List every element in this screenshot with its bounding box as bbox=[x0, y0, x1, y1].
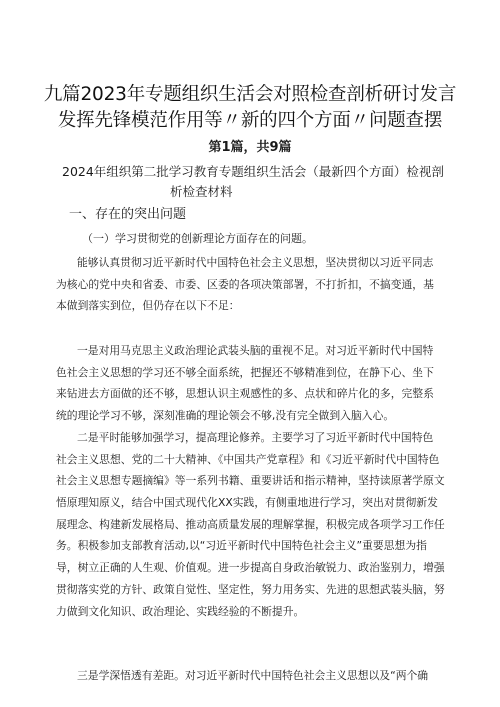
paragraph-line: 能够认真贯彻习近平新时代中国特色社会主义思想，坚决贯彻以习近平同志 bbox=[77, 256, 434, 269]
paragraph-line: 社会主义思想、党的二十大精神、《中国共产党章程》和《习近平新时代中国特色 bbox=[56, 452, 440, 466]
paragraph-line: 社会主义思想专题摘编》等一系列书籍、重要讲话和指示精神，坚持读原著学原文 bbox=[56, 474, 445, 488]
paragraph-line: 一是对用马克思主义政治理论武装头脑的重视不足。对习近平新时代中国特 bbox=[77, 344, 434, 357]
page-indicator: 第1篇，共9篇 bbox=[208, 140, 292, 155]
paragraph-1 bbox=[56, 252, 448, 317]
paragraph-line: 务。积极参加支部教育活动,以“习近平新时代中国特色社会主义”重要思想为指 bbox=[56, 539, 427, 553]
article-title-line2: 析检查材料 bbox=[170, 184, 233, 199]
subsection-heading: （一）学习贯彻党的创新理论方面存在的问题。 bbox=[82, 232, 313, 245]
document-title-line1: 九篇2023年专题组织生活会对照检查剖析研讨发言 bbox=[43, 84, 457, 105]
article-title bbox=[62, 162, 462, 202]
paragraph-line: 本做到落实到位，但仍存在以下不足： bbox=[56, 299, 240, 313]
paragraph-line: 为核心的党中央和省委、市委、区委的各项决策部署，不打折扣，不搞变通，基 bbox=[56, 277, 434, 291]
paragraph-line: 来钻进去方面做的还不够，思想认识主观感性的多、点状和碎片化的多，完整系 bbox=[56, 387, 434, 401]
paragraph-line: 悟原理知原义，结合中国式现代化XX实践，有侧重地进行学习，突出对贯彻新发 bbox=[56, 496, 438, 510]
document-title-line2: 发挥先锋模范作用等〃新的四个方面〃问题查摆 bbox=[57, 110, 443, 131]
paragraph-line: 展理念、构建新发展格局、推动高质量发展的理解掌握，积极完成各项学习工作任 bbox=[56, 517, 445, 531]
paragraph-line: 导，树立正确的人生观、价值观。进一步提高自身政治敏锐力、政治鉴别力，增强 bbox=[56, 561, 445, 575]
paragraph-3 bbox=[56, 427, 448, 622]
paragraph-line: 三是学深悟透有差距。对习近平新时代中国特色社会主义思想以及“两个确 bbox=[77, 669, 429, 682]
paragraph-2 bbox=[56, 340, 448, 427]
paragraph-line: 贯彻落实党的方针、政策自觉性、坚定性，努力用务实、先进的思想武装头脑，努 bbox=[56, 582, 445, 596]
paragraph-line: 力做到文化知识、政治理论、实践经验的不断提升。 bbox=[56, 604, 305, 618]
section-heading: 一、存在的突出问题 bbox=[69, 207, 187, 222]
paragraph-line: 二是平时能够加强学习，提高理论修养。主要学习了习近平新时代中国特色 bbox=[77, 431, 434, 444]
paragraph-4 bbox=[56, 665, 448, 687]
article-title-line1: 2024年组织第二批学习教育专题组织生活会（最新四个方面）检视剖 bbox=[62, 164, 444, 179]
paragraph-line: 统的理论学习不够，深刻准确的理论领会不够,没有完全做到入脑入心。 bbox=[56, 409, 395, 423]
paragraph-line: 色社会主义思想的学习还不够全面系统，把握还不够精准到位，在静下心、坐下 bbox=[56, 365, 434, 379]
